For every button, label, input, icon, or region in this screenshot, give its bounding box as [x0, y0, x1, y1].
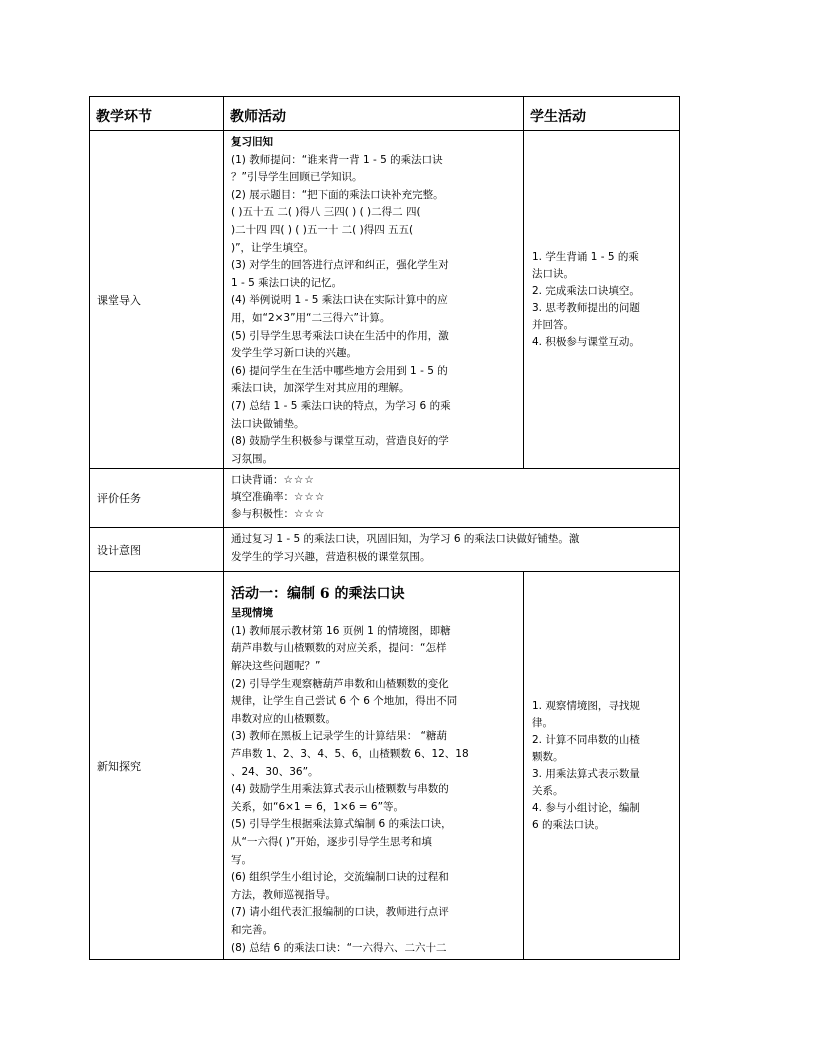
new-knowledge-label: 新知探究 — [90, 572, 224, 960]
intro-line: (7) 总结 1 - 5 乘法口诀的特点，为学习 6 的乘 — [231, 399, 451, 412]
intro-line: (4) 举例说明 1 - 5 乘法口诀在实际计算中的应 — [231, 294, 448, 307]
new-knowledge-student-line: 4. 参与小组讨论，编制 — [532, 801, 640, 814]
new-knowledge-teacher-cell — [224, 572, 524, 960]
new-knowledge-line: 串数对应的山楂颗数。 — [231, 712, 336, 725]
header-teacher-cell — [224, 97, 524, 131]
header-student-cell — [524, 97, 680, 131]
design-row — [90, 528, 680, 572]
new-knowledge-student-line: 6 的乘法口诀。 — [532, 818, 606, 831]
new-knowledge-line: (8) 总结 6 的乘法口诀：“一六得六、二六十二 — [231, 941, 447, 954]
intro-label: 课堂导入 — [90, 131, 224, 469]
new-knowledge-student-line: 律。 — [532, 716, 553, 729]
new-knowledge-line: 规律，让学生自己尝试 6 个 6 个地加，得出不同 — [231, 695, 458, 708]
evaluation-item — [231, 506, 675, 523]
intro-line: )”，让学生填空。 — [231, 241, 315, 254]
evaluation-item-name: 口诀背诵： — [231, 474, 284, 487]
evaluation-item-name: 参与积极性： — [231, 508, 294, 521]
evaluation-item-name: 填空准确率： — [231, 491, 294, 504]
header-row — [90, 97, 680, 131]
header-stage: 教学环节 — [96, 109, 152, 125]
intro-student-line: 2. 完成乘法口诀填空。 — [532, 284, 640, 297]
new-knowledge-student-line: 关系。 — [532, 784, 564, 797]
new-knowledge-line: 葫芦串数与山楂颗数的对应关系，提问：“怎样 — [231, 642, 447, 655]
new-knowledge-heading: 呈现情境 — [231, 607, 273, 620]
new-knowledge-line: (1) 教师展示教材第 16 页例 1 的情境图，即糖 — [231, 624, 451, 637]
intro-student-cell — [524, 131, 680, 469]
new-knowledge-line: 解决这些问题呢？” — [231, 660, 321, 673]
star-rating-icon: ☆☆☆ — [283, 474, 315, 487]
intro-line: 发学生学习新口诀的兴趣。 — [231, 347, 357, 360]
new-knowledge-line: (2) 引导学生观察糖葫芦串数和山楂颗数的变化 — [231, 677, 449, 690]
intro-line: 法口诀做铺垫。 — [231, 417, 305, 430]
intro-line: (2) 展示题目：“把下面的乘法口诀补充完整。 — [231, 188, 444, 201]
intro-line: 习氛围。 — [231, 452, 273, 465]
design-label: 设计意图 — [90, 528, 224, 572]
evaluation-cell — [224, 469, 680, 528]
intro-student-line: 4. 积极参与课堂互动。 — [532, 335, 640, 348]
new-knowledge-line: 和完善。 — [231, 923, 273, 936]
new-knowledge-line: (4) 鼓励学生用乘法算式表示山楂颗数与串数的 — [231, 783, 449, 796]
new-knowledge-row — [90, 572, 680, 960]
new-knowledge-line: (3) 教师在黑板上记录学生的计算结果： “糖葫 — [231, 730, 447, 743]
intro-student-line: 3. 思考教师提出的问题 — [532, 301, 640, 314]
new-knowledge-line: 关系，如“6×1 = 6，1×6 = 6”等。 — [231, 800, 405, 813]
new-knowledge-student-line: 颗数。 — [532, 750, 564, 763]
intro-row — [90, 131, 680, 469]
new-knowledge-line: 、24、30、36”。 — [231, 765, 319, 778]
intro-line: ？”引导学生回顾已学知识。 — [231, 171, 363, 184]
intro-line: ( )五十五 二( )得八 三四( ) ( )二得二 四( — [231, 206, 421, 219]
new-knowledge-line: 写。 — [231, 853, 252, 866]
new-knowledge-line: (5) 引导学生根据乘法算式编制 6 的乘法口诀， — [231, 818, 452, 831]
new-knowledge-student-cell — [524, 572, 680, 960]
new-knowledge-student-line: 1. 观察情境图，寻找规 — [532, 699, 640, 712]
evaluation-item — [231, 472, 675, 489]
intro-line: 用，如“2×3”用“二三得六”计算。 — [231, 311, 391, 324]
new-knowledge-line: (7) 请小组代表汇报编制的口诀，教师进行点评 — [231, 906, 449, 919]
intro-line: 乘法口诀，加深学生对其应用的理解。 — [231, 382, 410, 395]
intro-student-line: 并回答。 — [532, 318, 574, 331]
intro-line: (8) 鼓励学生积极参与课堂互动，营造良好的学 — [231, 435, 449, 448]
intro-student-line: 法口诀。 — [532, 267, 574, 280]
header-teacher: 教师活动 — [230, 109, 286, 125]
new-knowledge-line: 方法，教师巡视指导。 — [231, 888, 336, 901]
intro-teacher-cell — [224, 131, 524, 469]
intro-line: )二十四 四( ) ( )五一十 二( )得四 五五( — [231, 223, 414, 236]
star-rating-icon: ☆☆☆ — [294, 491, 326, 504]
header-stage-cell — [90, 97, 224, 131]
new-knowledge-line: (6) 组织学生小组讨论，交流编制口诀的过程和 — [231, 871, 449, 884]
intro-line: (5) 引导学生思考乘法口诀在生活中的作用，激 — [231, 329, 449, 342]
intro-heading: 复习旧知 — [231, 136, 273, 148]
new-knowledge-student-line: 3. 用乘法算式表示数量 — [532, 767, 640, 780]
design-line: 通过复习 1 - 5 的乘法口诀，巩固旧知，为学习 6 的乘法口诀做好铺垫。激 — [231, 533, 580, 546]
header-student: 学生活动 — [530, 109, 586, 125]
new-knowledge-student-line: 2. 计算不同串数的山楂 — [532, 733, 640, 746]
activity-title: 活动一：编制 6 的乘法口诀 — [231, 586, 405, 603]
evaluation-row — [90, 469, 680, 528]
design-line: 发学生的学习兴趣，营造积极的课堂氛围。 — [231, 550, 431, 563]
intro-line: (6) 提问学生在生活中哪些地方会用到 1 - 5 的 — [231, 364, 448, 377]
intro-line: (1) 教师提问：“谁来背一背 1 - 5 的乘法口诀 — [231, 153, 443, 166]
intro-line: 1 - 5 乘法口诀的记忆。 — [231, 276, 343, 289]
lesson-plan-table — [89, 96, 680, 960]
evaluation-item — [231, 489, 675, 506]
design-cell — [224, 528, 680, 572]
new-knowledge-line: 芦串数 1、2、3、4、5、6，山楂颗数 6、12、18 — [231, 748, 469, 761]
intro-student-line: 1. 学生背诵 1 - 5 的乘 — [532, 250, 639, 263]
evaluation-label: 评价任务 — [90, 469, 224, 528]
intro-line: (3) 对学生的回答进行点评和纠正，强化学生对 — [231, 259, 449, 272]
star-rating-icon: ☆☆☆ — [294, 508, 326, 521]
new-knowledge-line: 从“一六得( )”开始，逐步引导学生思考和填 — [231, 836, 432, 848]
